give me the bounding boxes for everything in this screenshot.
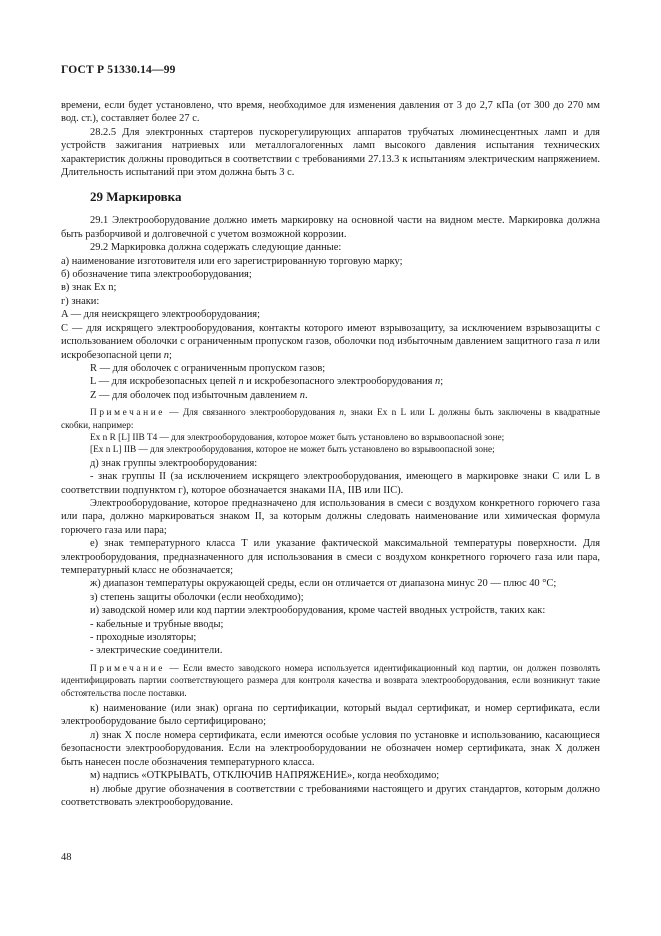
list-item: г) знаки: bbox=[61, 295, 100, 307]
list-item: з) степень защиты оболочки (если необходимо); bbox=[90, 591, 304, 603]
list-item bbox=[61, 375, 600, 388]
list-item bbox=[61, 322, 600, 362]
italic-n: n bbox=[163, 349, 170, 361]
list-item bbox=[61, 389, 600, 402]
italic-n: n bbox=[339, 408, 344, 419]
note-label: Примечание bbox=[90, 408, 165, 419]
list-item: - кабельные и трубные вводы; bbox=[90, 618, 224, 630]
list-item: к) наименование (или знак) органа по сертификации, который выдал сертификат, и номер сертификата, если электрооборудование было сертифицировано; bbox=[61, 703, 600, 728]
list-item: - электрические соединители. bbox=[90, 645, 223, 657]
text-run: , знаки Ex n L или L должны быть заключены в квадратные скобки, например: bbox=[61, 408, 600, 431]
list-item: в) знак Ex n; bbox=[61, 282, 117, 294]
note-label: Примечание bbox=[90, 663, 165, 674]
text-run: — Если вместо заводского номера используется идентификационный код партии, он должен позволять идентифицировать партии соответствующего размера для контроля качества и возврата электрооборудования, если возникнут такие обстоятельства после поставки. bbox=[61, 663, 600, 699]
document-body bbox=[61, 99, 600, 809]
list-item: д) знак группы электрооборудования: bbox=[90, 457, 258, 469]
page-number: 48 bbox=[61, 852, 72, 863]
list-item: R — для оболочек с ограниченным пропуском газов; bbox=[90, 362, 326, 374]
text-run: — Для связанного электрооборудования bbox=[165, 408, 340, 419]
list-item: A — для неискрящего электрооборудования; bbox=[61, 309, 260, 321]
paragraph: 29.2 Маркировка должна содержать следующие данные: bbox=[90, 242, 342, 254]
paragraph: времени, если будет установлено, что время, необходимое для изменения давления от 3 до 2,7 кПа (от 300 до 270 мм вод. ст.), составляет более 27 с. bbox=[61, 100, 600, 125]
text-run: Z — для оболочек под избыточным давлением bbox=[90, 389, 300, 401]
note bbox=[61, 663, 600, 700]
text-run: или искробезопасной цепи bbox=[61, 336, 600, 361]
note-example: Ex n R [L] IIB T4 — для электрооборудования, которое может быть установлено во взрывоопасной зоне; bbox=[90, 432, 505, 443]
paragraph: 28.2.5 Для электронных стартеров пускорегулирующих аппаратов трубчатых люминесцентных ламп и для устройств зажигания натриевых или металлогалогенных ламп высокого давления испытания технических характеристик должны проводиться в соответствии с требованиями 27.13.3 к испытаниям электрическим напряжением. Длительность испытаний при этом должна быть 3 с. bbox=[61, 126, 600, 179]
list-item: а) наименование изготовителя или его зарегистрированную торговую марку; bbox=[61, 255, 403, 267]
list-item: - знак группы II (за исключением искрящего электрооборудования, имеющего в маркировке знаки С или L в соответствии подпунктом г), которое обозначается знаками IIA, IIB или IIC). bbox=[61, 471, 600, 496]
document-code-header: ГОСТ Р 51330.14—99 bbox=[61, 64, 176, 76]
list-item: - проходные изоляторы; bbox=[90, 632, 197, 644]
text-run: ; bbox=[440, 376, 444, 388]
text-run: ; bbox=[169, 349, 172, 361]
text-run: C — для искрящего электрооборудования, контакты которого имеют взрывозащиту, за исключением взрывозащиты с использованием оболочки с ограниченным пропуском газов, оболочки под избыточным давлением защитного газа bbox=[61, 322, 600, 348]
text-run: и искробезопасного электрооборудования bbox=[243, 376, 436, 388]
list-item: н) любые другие обозначения в соответствии с требованиями настоящего и других стандартов, которым должно соответствовать электрооборудование. bbox=[61, 783, 600, 808]
list-item: и) заводской номер или код партии электрооборудования, кроме частей вводных устройств, таких как: bbox=[90, 605, 546, 617]
section-title: 29 Маркировка bbox=[90, 189, 182, 205]
italic-n: n bbox=[299, 389, 305, 401]
text-run: . bbox=[305, 389, 308, 401]
italic-n: n bbox=[435, 376, 441, 388]
italic-n: n bbox=[575, 336, 581, 348]
note-example: [Ex n L] IIB — для электрооборудования, которое не может быть установлено во взрывоопасной зоне; bbox=[90, 445, 495, 456]
list-item: е) знак температурного класса Т или указание фактической максимальной температуры поверхности. Для электрооборудования, предназначенного для использования в смеси с воздухом конкретного горючего газа или пара, температурный класс не обозначается; bbox=[61, 538, 600, 576]
text-run: L — для искробезопасных цепей bbox=[90, 376, 239, 388]
list-item: м) надпись «ОТКРЫВАТЬ, ОТКЛЮЧИВ НАПРЯЖЕНИЕ», когда необходимо; bbox=[90, 770, 440, 782]
paragraph: Электрооборудование, которое предназначено для использования в смеси с воздухом конкретного горючего газа или пара, должно маркироваться знаком II, за которым должны следовать наименование или химическая формула горючего газа или пара; bbox=[61, 497, 600, 536]
list-item: л) знак Х после номера сертификата, если имеются особые условия по установке и использованию, касающиеся безопасности электрооборудования. Если на электрооборудовании не обозначен номер сертификата, знак Х должен быть нанесен после обозначения температурного класса. bbox=[61, 729, 600, 768]
note bbox=[61, 407, 600, 432]
list-item: б) обозначение типа электрооборудования; bbox=[61, 269, 252, 281]
italic-n: n bbox=[238, 376, 244, 388]
paragraph: 29.1 Электрооборудование должно иметь маркировку на основной части на видном месте. Маркировка должна быть разборчивой и долговечной с учетом возможной коррозии. bbox=[61, 215, 600, 240]
list-item: ж) диапазон температуры окружающей среды, если он отличается от диапазона минус 20 — плюс 40 °С; bbox=[90, 578, 557, 590]
